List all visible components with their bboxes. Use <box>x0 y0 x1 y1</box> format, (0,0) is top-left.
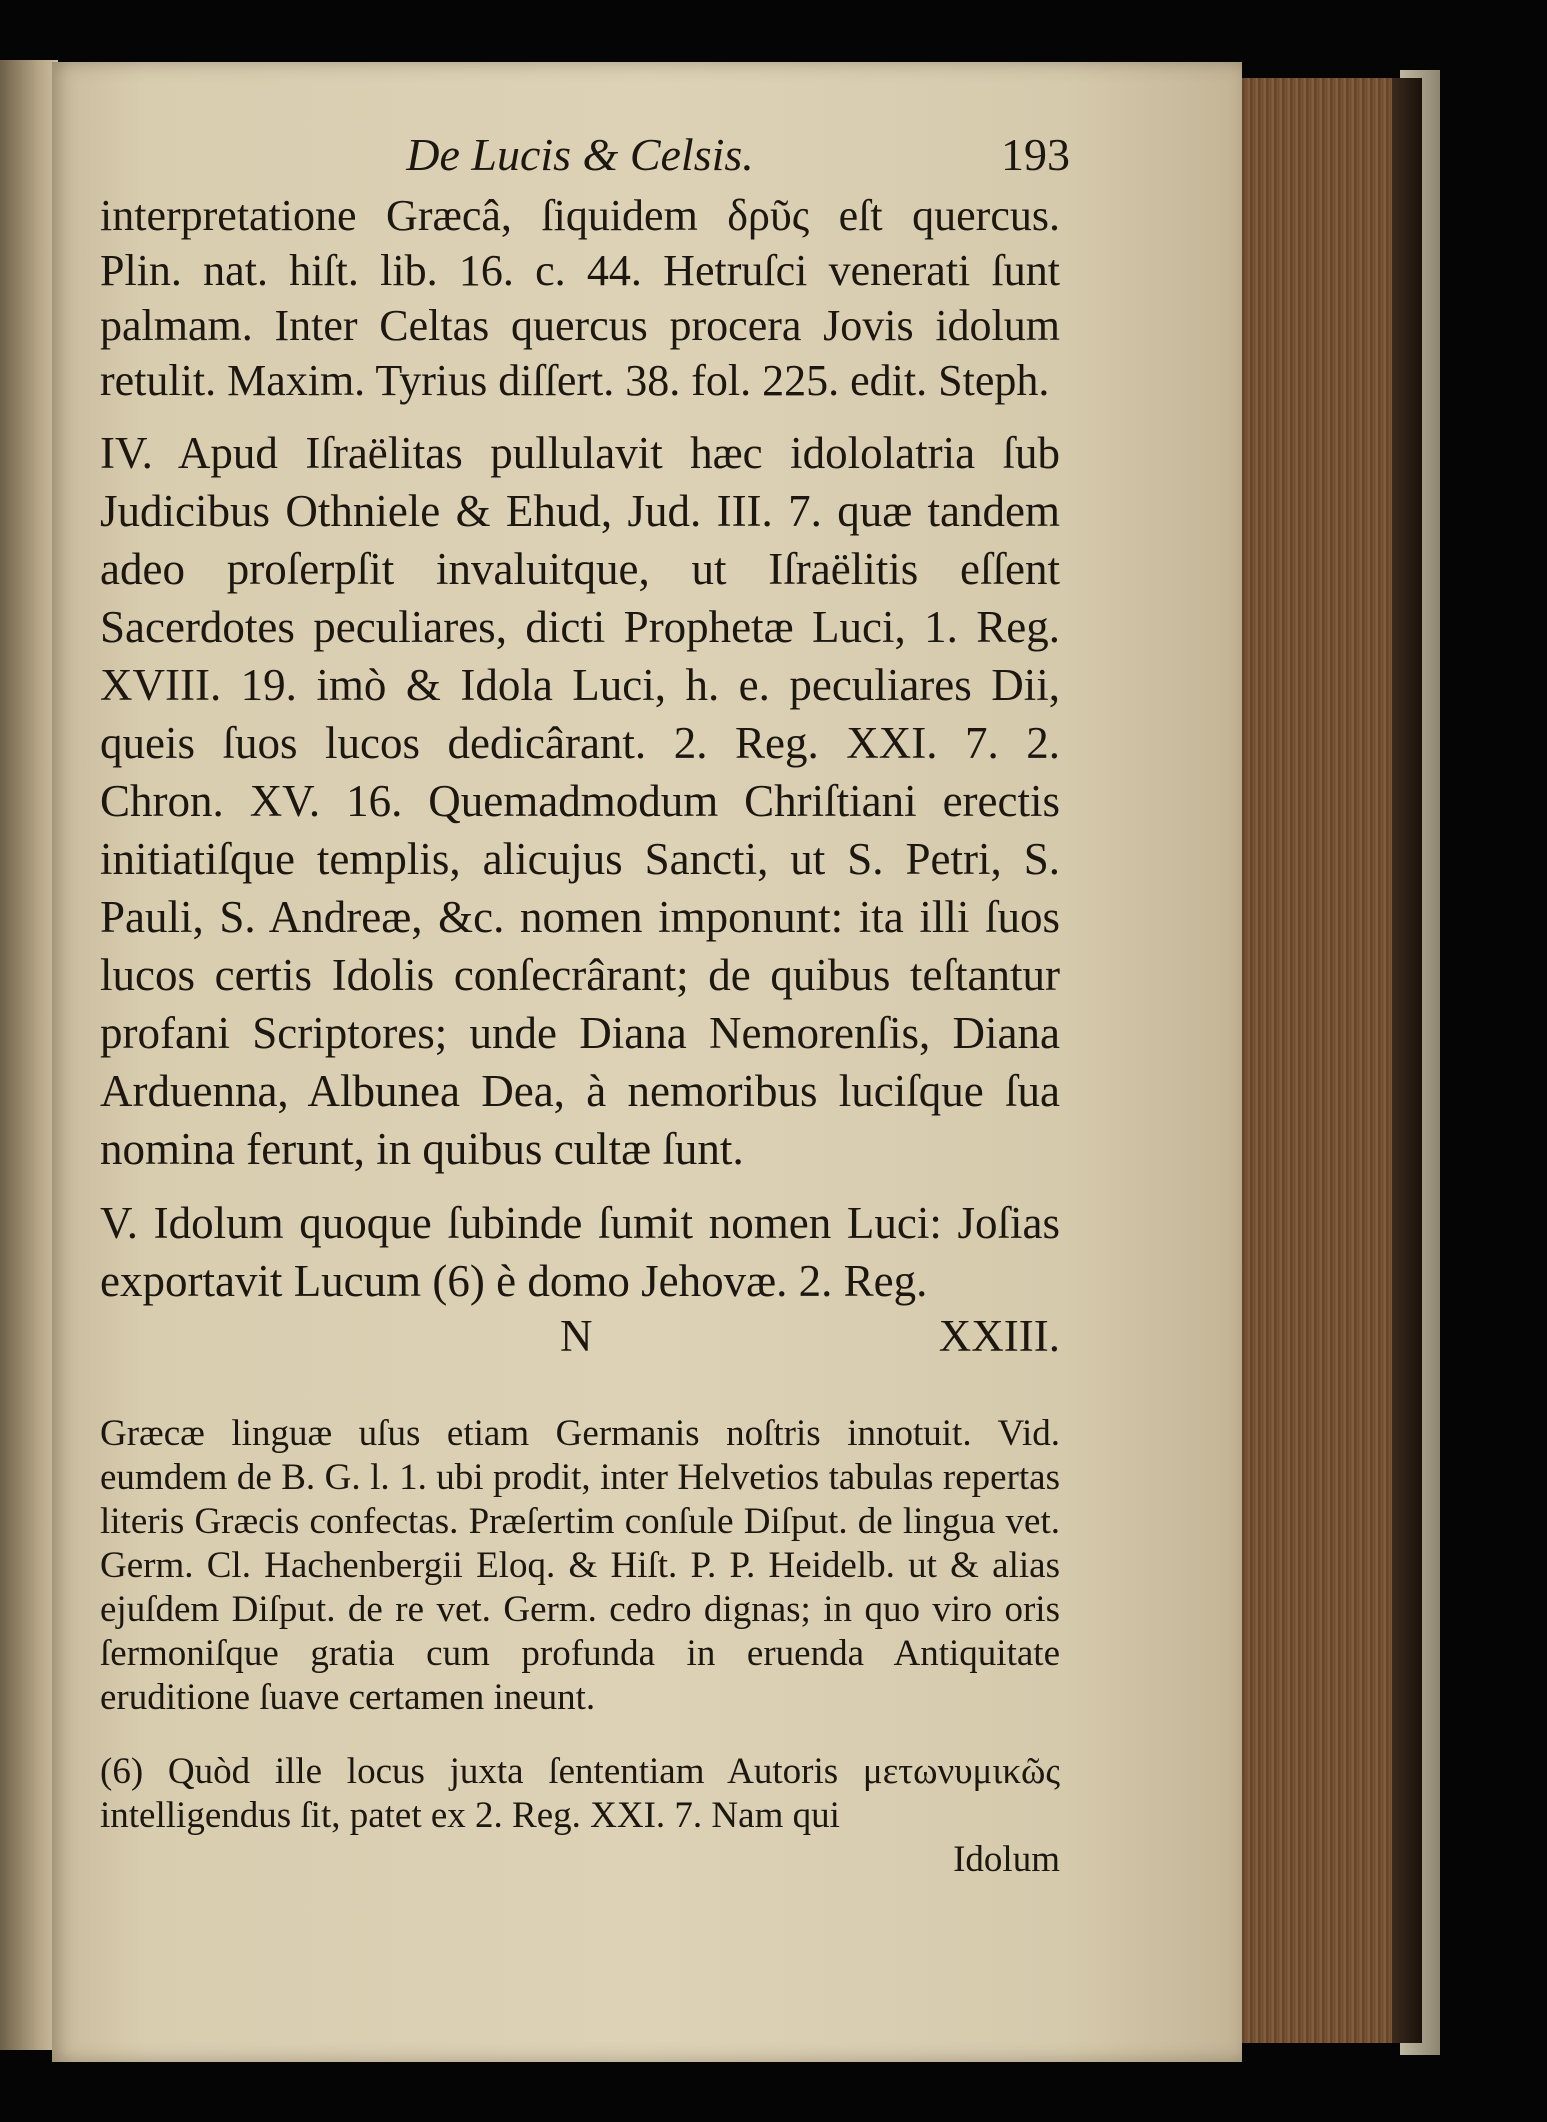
paragraph-continuation: interpretatione Græcâ, ſiquidem δρῦς eſt quercus. Plin. nat. hiſt. lib. 16. c. 44. Hetruſci venerati ſunt palmam. Inter Celtas quercus procera Jovis idolum retulit. Maxim. Tyrius diſſert. 38. fol. 225. edit. Steph. <box>100 191 1060 405</box>
running-title: De Lucis & Celsis. <box>406 129 754 180</box>
signature-row <box>100 1310 1060 1368</box>
gathering-signature: N <box>560 1311 593 1361</box>
footnote-6: (6) Quòd ille locus juxta ſententiam Autoris μετωνυμικῶς intelligendus ſit, patet ex 2. Reg. XXI. 7. Nam qui <box>100 1751 1060 1836</box>
facing-page-edge <box>0 60 58 2050</box>
paragraph-v: V. Idolum quoque ſubinde ſumit nomen Luci: Joſias exportavit Lucum (6) è domo Jehovæ. 2. Reg. <box>100 1198 1060 1306</box>
page-block-edges <box>1222 78 1398 2043</box>
edge-shadow <box>1392 78 1422 2043</box>
footnote-catchword: Idolum <box>953 1839 1060 1880</box>
footnote-continuation: Græcæ linguæ uſus etiam Germanis noſtris innotuit. Vid. eumdem de B. G. l. 1. ubi prodit, inter Helvetios tabulas repertas literis Græcis confectas. Præſertim conſule Diſput. de lingua vet. Germ. Cl. Hachenbergii Eloq. & Hiſt. P. P. Heidelb. ut & alias ejuſdem Diſput. de re vet. Germ. cedro dignas; in quo viro oris ſermoniſque gratia cum profunda in eruenda Antiquitate eruditione ſuave certamen ineunt. <box>100 1413 1060 1718</box>
body-catchword: XXIII. <box>938 1311 1060 1361</box>
running-head <box>100 128 1070 188</box>
paragraph-iv: IV. Apud Iſraëlitas pullulavit hæc idololatria ſub Judicibus Othniele & Ehud, Jud. III. 7. quæ tandem adeo proſerpſit invaluitque, ut Iſraëlitis eſſent Sacerdotes peculiares, dicti Prophetæ Luci, 1. Reg. XVIII. 19. imò & Idola Luci, h. e. peculiares Dii, queis ſuos lucos dedicârant. 2. Reg. XXI. 7. 2. Chron. XV. 16. Quemadmodum Chriſtiani erectis initiatiſque templis, alicujus Sancti, ut S. Petri, S. Pauli, S. Andreæ, &c. nomen imponunt: ita illi ſuos lucos certis Idolis conſecrârant; de quibus teſtantur profani Scriptores; unde Diana Nemorenſis, Diana Arduenna, Albunea Dea, à nemoribus luciſque ſua nomina ferunt, in quibus cultæ ſunt. <box>100 428 1060 1174</box>
page-number: 193 <box>1001 129 1070 180</box>
footnote-separator <box>100 1368 1060 1412</box>
page-content <box>100 128 1070 1882</box>
